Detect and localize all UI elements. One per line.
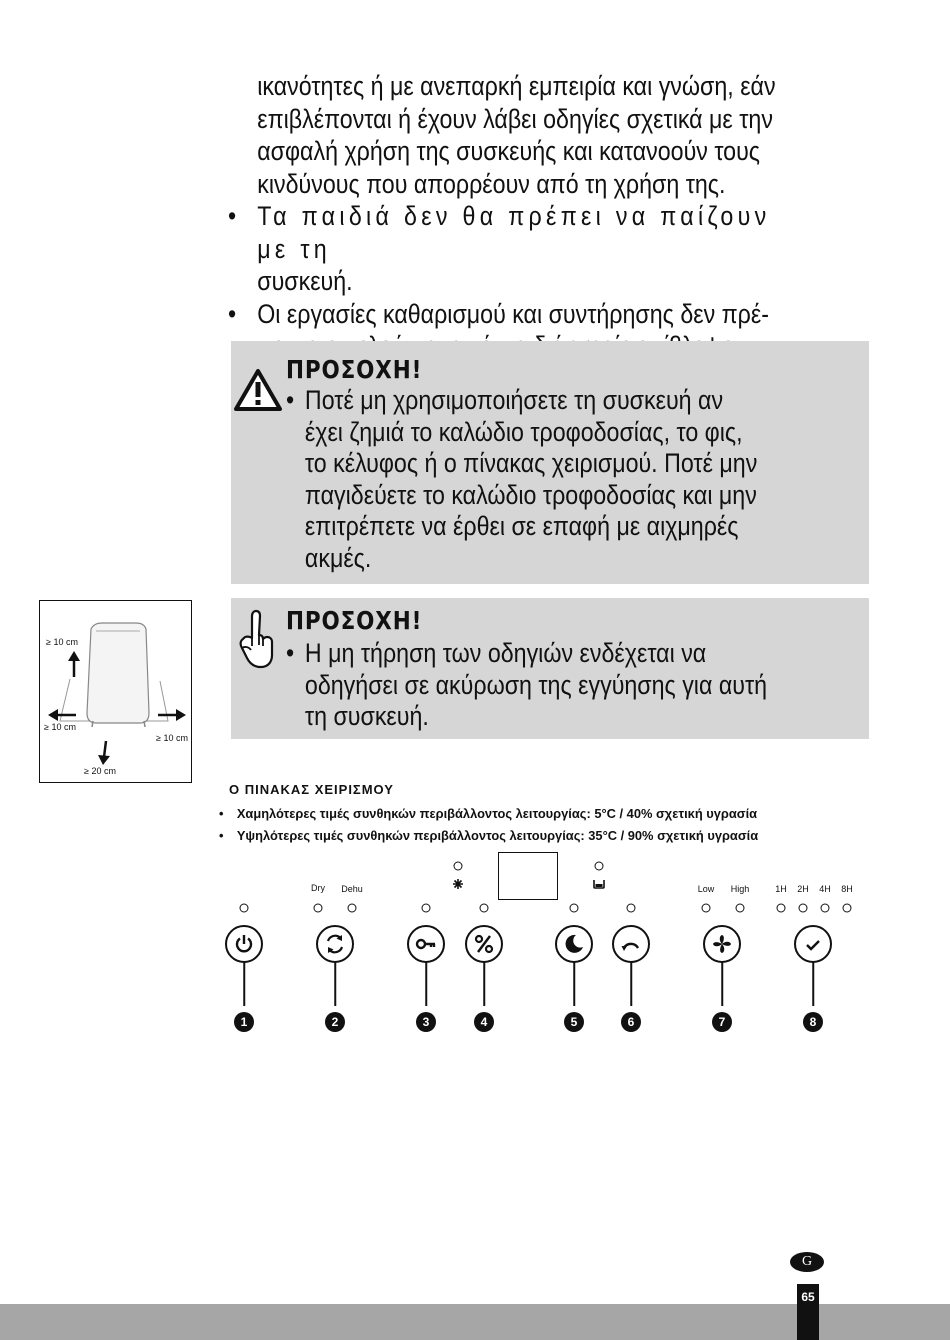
- led-label-2h: 2H: [797, 884, 809, 894]
- clearance-figure: [39, 600, 192, 783]
- timer-icon: [801, 932, 825, 956]
- power-button[interactable]: [225, 925, 263, 963]
- callout-line: [425, 962, 427, 1006]
- swing-button[interactable]: [612, 925, 650, 963]
- clearance-right-label: ≥ 10 cm: [156, 733, 188, 743]
- led-humidity: [480, 904, 489, 913]
- spec-highest-conditions: • Υψηλότερες τιμές συνθηκών περιβάλλοντος λειτουργίας: 35°C / 90% σχετική υγρασία: [219, 828, 758, 843]
- warning-triangle-icon: [234, 369, 282, 411]
- callout-number-4: 4: [474, 1012, 494, 1032]
- led-label-dehu: Dehu: [341, 884, 363, 894]
- callout-number-6: 6: [621, 1012, 641, 1032]
- led-power: [240, 904, 249, 913]
- led-label-low: Low: [697, 884, 715, 894]
- callout-line: [243, 962, 245, 1006]
- digital-display: [498, 852, 558, 900]
- led-dehu: [348, 904, 357, 913]
- clearance-top-label: ≥ 10 cm: [46, 637, 78, 647]
- fan-speed-button[interactable]: [703, 925, 741, 963]
- callout-line: [721, 962, 723, 1006]
- defrost-icon: [452, 878, 464, 890]
- intro-bullet-cleaning: • Οι εργασίες καθαρισμού και συντήρησης δεν πρέ-: [228, 298, 778, 363]
- page-number: 65: [797, 1284, 819, 1340]
- led-label-8h: 8H: [841, 884, 853, 894]
- swing-icon: [619, 932, 643, 956]
- led-swing: [627, 904, 636, 913]
- mode-button[interactable]: [316, 925, 354, 963]
- clearance-left-label: ≥ 10 cm: [44, 722, 76, 732]
- sleep-button[interactable]: [555, 925, 593, 963]
- mode-cycle-icon: [323, 932, 347, 956]
- callout-line: [630, 962, 632, 1006]
- intro-bullet-children-play: • Τα παιδιά δεν θα πρέπει να παίζουν με τη συσκευή.: [228, 200, 778, 298]
- callout-line: [483, 962, 485, 1006]
- spec-lowest-conditions: • Χαμηλότερες τιμές συνθηκών περιβάλλοντος λειτουργίας: 5°C / 40% σχετική υγρασία: [219, 806, 757, 821]
- led-timer-4h: [821, 904, 830, 913]
- child-lock-button[interactable]: [407, 925, 445, 963]
- callout-number-5: 5: [564, 1012, 584, 1032]
- humidity-button[interactable]: [465, 925, 503, 963]
- timer-button[interactable]: [794, 925, 832, 963]
- fan-icon: [710, 932, 734, 956]
- led-lock: [422, 904, 431, 913]
- led-dry: [314, 904, 323, 913]
- warning-text: • Η μη τήρηση των οδηγιών ενδέχεται να οδηγήσει σε ακύρωση της εγγύησης για αυτή τη συσκευή.: [286, 638, 845, 733]
- indicator-led-right: [595, 862, 604, 871]
- language-badge: G: [790, 1252, 824, 1272]
- callout-number-7: 7: [712, 1012, 732, 1032]
- intro-text: [228, 70, 778, 363]
- power-icon: [232, 932, 256, 956]
- warning-text: • Ποτέ μη χρησιμοποιήσετε τη συσκευή αν έχει ζημιά το καλώδιο τροφοδοσίας, το φις, το κέλυφος ή ο πίνακας χειρισμού. Ποτέ μην παγιδεύετε το καλώδιο τροφοδοσίας και μην επιτρέπετε να έρθει σε επαφή με αιχμηρές ακμές.: [286, 385, 845, 574]
- callout-line: [573, 962, 575, 1006]
- led-sleep: [570, 904, 579, 913]
- callout-number-1: 1: [234, 1012, 254, 1032]
- callout-line: [334, 962, 336, 1006]
- pointing-hand-icon: [237, 608, 275, 670]
- intro-continuation: ικανότητες ή με ανεπαρκή εμπειρία και γνώση, εάν επιβλέπονται ή έχουν λάβει οδηγίες σχετικά με την ασφαλή χρήση της συσκευής και κατανοούν τους κινδύνους που απορρέουν από τη χρήση της.: [257, 71, 776, 199]
- warning-title: ΠΡΟΣΟΧΗ!: [286, 355, 423, 384]
- led-label-4h: 4H: [819, 884, 831, 894]
- led-label-high: High: [730, 884, 750, 894]
- led-timer-8h: [843, 904, 852, 913]
- callout-number-3: 3: [416, 1012, 436, 1032]
- warning-box-damage: [231, 341, 869, 584]
- indicator-led-left: [454, 862, 463, 871]
- warning-box-warranty: [231, 598, 869, 739]
- humidity-percent-icon: [472, 932, 496, 956]
- callout-line: [812, 962, 814, 1006]
- led-timer-2h: [799, 904, 808, 913]
- tank-full-icon: [593, 879, 605, 889]
- led-label-1h: 1H: [775, 884, 787, 894]
- led-timer-1h: [777, 904, 786, 913]
- callout-number-2: 2: [325, 1012, 345, 1032]
- led-fan-low: [702, 904, 711, 913]
- dehumidifier-illustration: [40, 601, 190, 781]
- clearance-bottom-label: ≥ 20 cm: [84, 766, 116, 776]
- led-label-dry: Dry: [311, 883, 325, 893]
- warning-title: ΠΡΟΣΟΧΗ!: [286, 606, 423, 635]
- control-panel-title: Ο ΠΙΝΑΚΑΣ ΧΕΙΡΙΣΜΟΥ: [229, 782, 394, 797]
- callout-number-8: 8: [803, 1012, 823, 1032]
- key-lock-icon: [414, 932, 438, 956]
- sleep-moon-icon: [562, 932, 586, 956]
- led-fan-high: [736, 904, 745, 913]
